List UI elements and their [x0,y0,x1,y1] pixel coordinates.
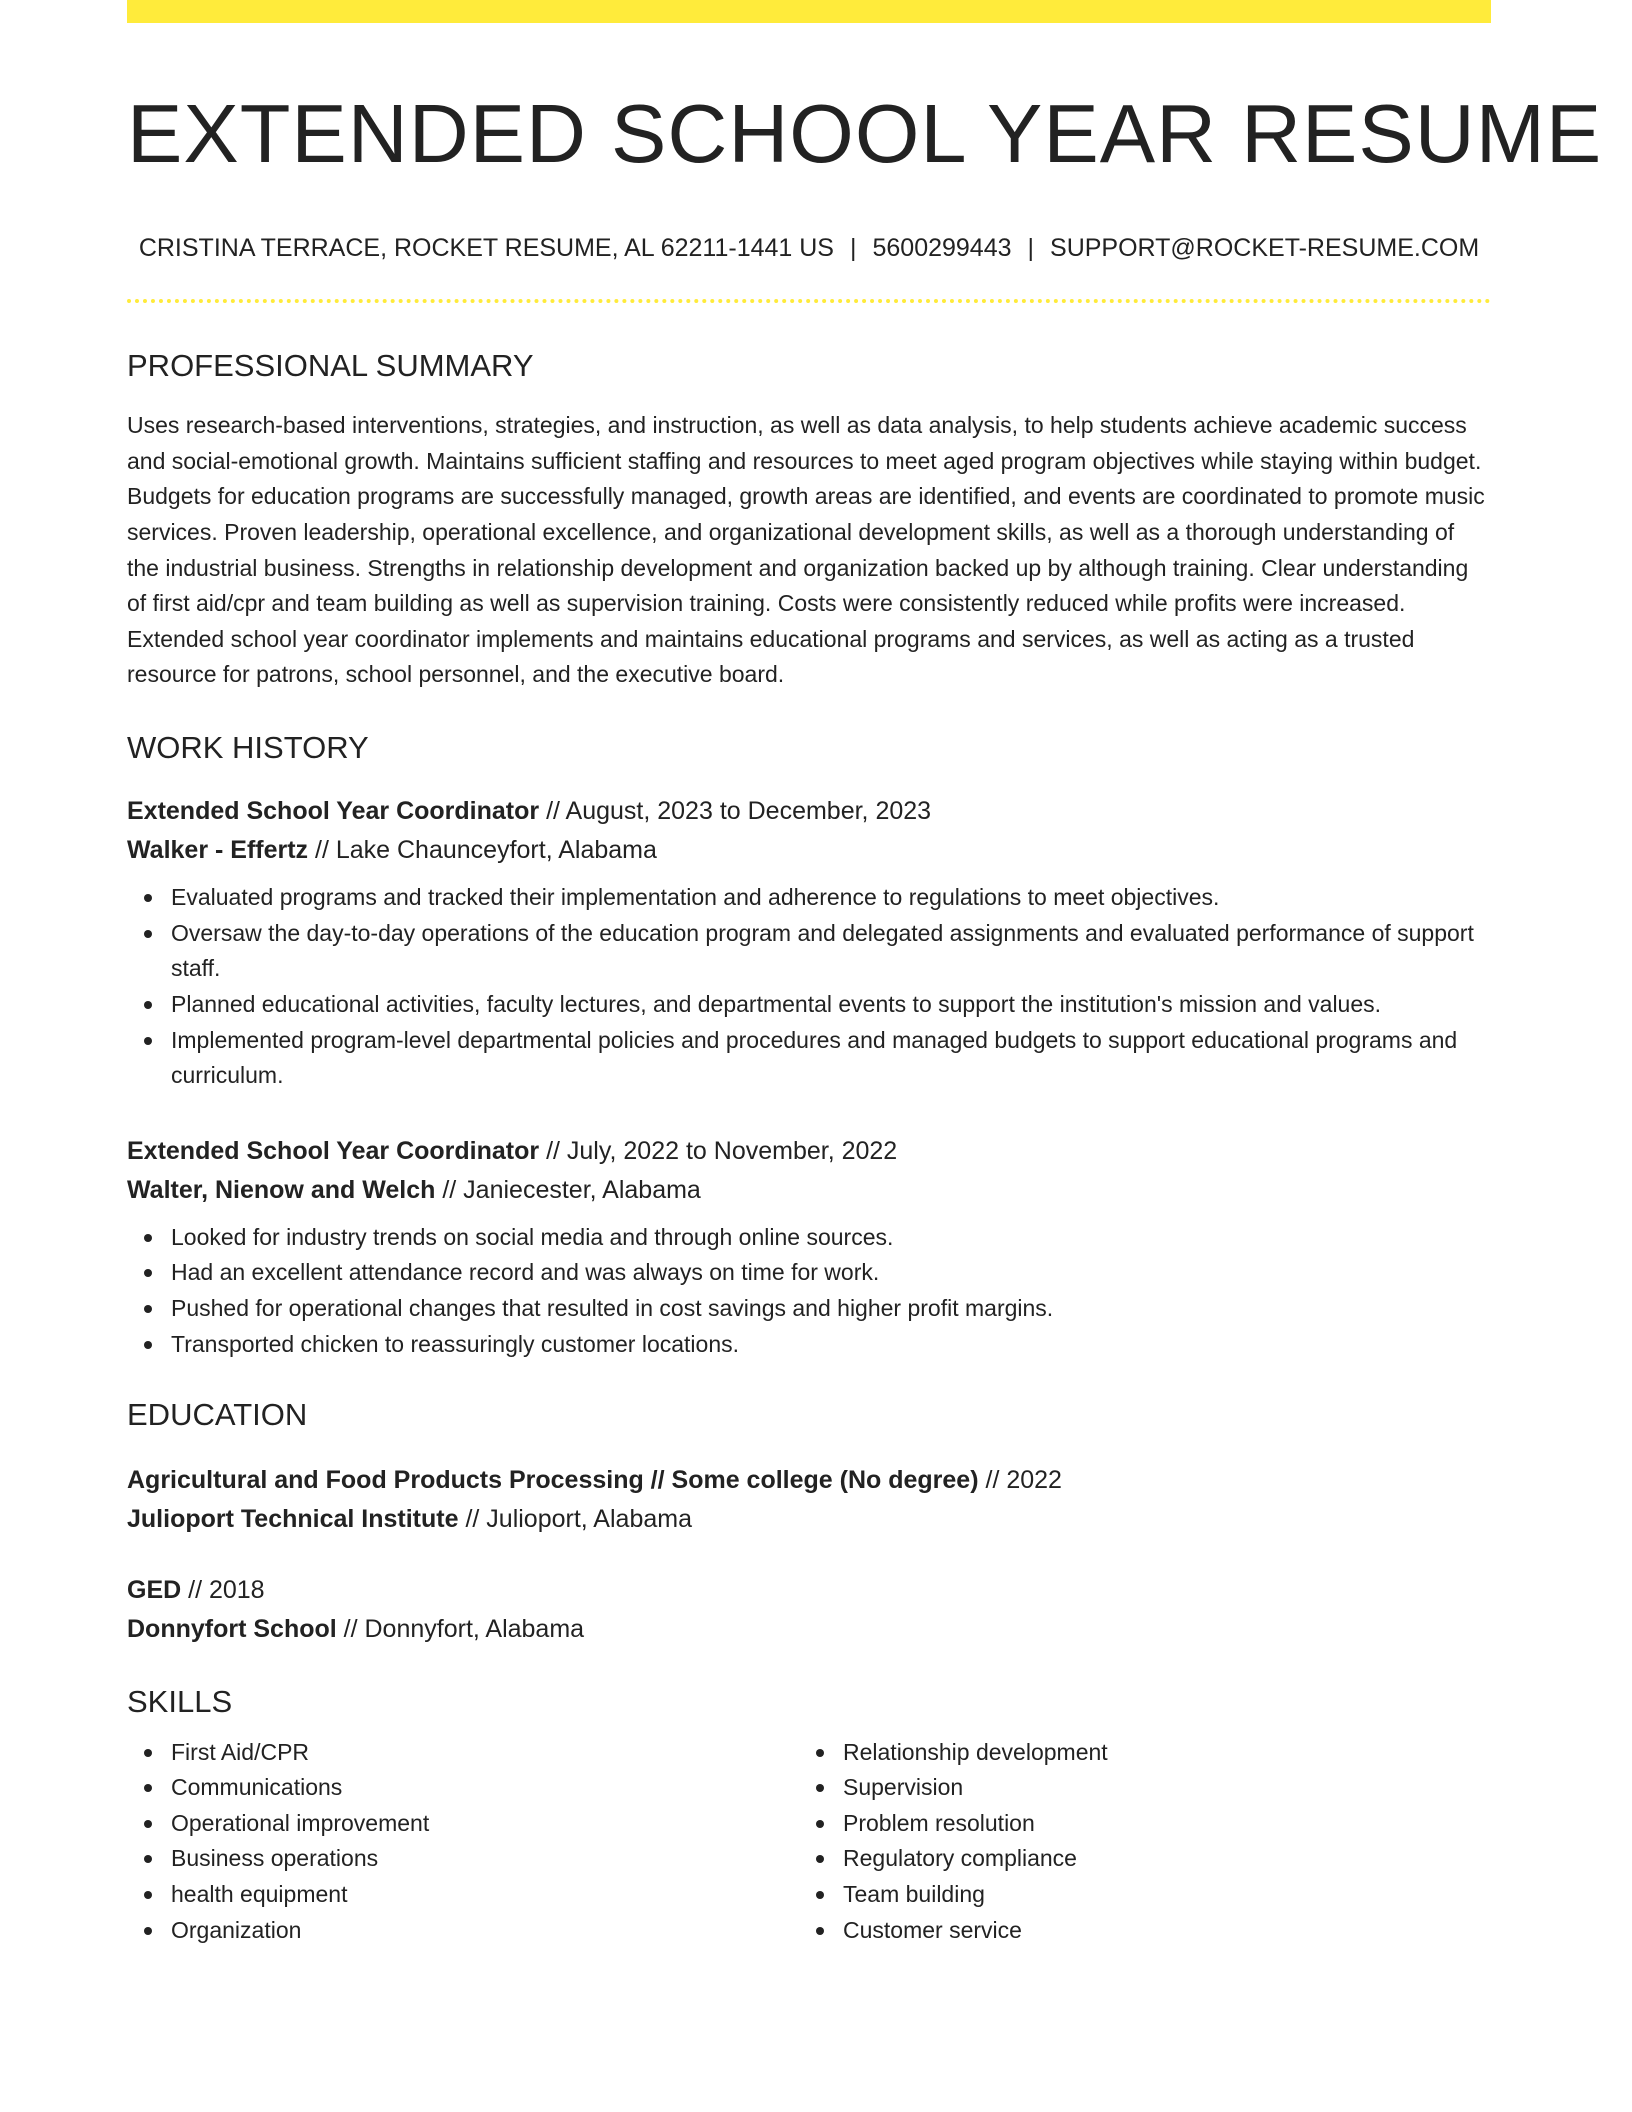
skill-text: Organization [171,1916,302,1943]
education-heading: EDUCATION [127,1397,308,1433]
education-degree-line [127,1571,1491,1610]
contact-line [127,232,1491,265]
job-entry [127,1132,1491,1362]
job-bullet [127,1291,1491,1327]
education-location: // Donnyfort, Alabama [336,1615,585,1644]
skill-text: health equipment [171,1880,348,1907]
education-school: Julioport Technical Institute [127,1505,459,1534]
bullet-dot [144,1749,152,1757]
accent-bar [127,0,1491,23]
skill-text: Team building [843,1880,985,1907]
job-bullet-text: Oversaw the day-to-day operations of the education program and delegated assignments and evaluated performance of support staff. [171,919,1474,982]
education-year: // 2022 [978,1466,1062,1495]
bullet-dot [816,1749,824,1757]
job-title-line [127,792,1491,831]
education-year: // 2018 [181,1576,265,1605]
skill-text: Operational improvement [171,1809,430,1836]
job-bullet [127,1023,1491,1094]
dotted-divider [127,299,1491,303]
skill-text: Customer service [843,1916,1022,1943]
skill-item [799,1913,1471,1949]
job-bullets [127,880,1491,1094]
summary-heading: PROFESSIONAL SUMMARY [127,348,534,384]
skill-item [799,1770,1471,1806]
education-entry [127,1461,1491,1539]
job-dates: // July, 2022 to November, 2022 [539,1136,898,1165]
bullet-dot [816,1891,824,1899]
job-bullet-text: Had an excellent attendance record and was always on time for work. [171,1259,880,1286]
job-bullet-text: Implemented program-level departmental policies and procedures and managed budgets to support educational programs and curriculum. [171,1026,1458,1089]
bullet-dot [144,1820,152,1828]
bullet-dot [144,1855,152,1863]
summary-text: Uses research-based interventions, strategies, and instruction, as well as data analysis, to help students achieve academic success and social-emotional growth. Maintains sufficient staffing and resources to meet aged program objectives while staying within budget. Budgets for education programs are successfully managed, growth areas are identified, and events are coordinated to promote music services. Proven leadership, operational excellence, and organizational development skills, as well as a thorough understanding of the industrial business. Strengths in relationship development and organization backed up by although training. Clear understanding of first aid/cpr and team building as well as supervision training. Costs were consistently reduced while profits were increased. Extended school year coordinator implements and maintains educational programs and services, as well as acting as a trusted resource for patrons, school personnel, and the executive board. [127,412,1485,688]
education-school-line [127,1500,1491,1539]
job-entry [127,792,1491,1094]
bullet-dot [816,1820,824,1828]
job-title: Extended School Year Coordinator [127,797,540,826]
contact-phone: 5600299443 [872,233,1012,262]
job-bullet-text: Pushed for operational changes that resulted in cost savings and higher profit margins. [171,1294,1054,1321]
skill-text: Relationship development [843,1738,1108,1765]
skill-text: Supervision [843,1774,964,1801]
bullet-dot [144,1037,152,1045]
resume-page [127,0,1603,1948]
bullet-dot [144,1927,152,1935]
job-bullet [127,1220,1491,1256]
skill-text: Business operations [171,1845,379,1872]
job-bullet-text: Evaluated programs and tracked their implementation and adherence to regulations to meet objectives. [171,884,1220,911]
job-bullet [127,987,1491,1023]
bullet-dot [144,894,152,902]
education-school-line [127,1610,1491,1649]
contact-address: CRISTINA TERRACE, ROCKET RESUME, AL 62211-1441 US [138,233,834,262]
skill-item [799,1841,1471,1877]
skill-item [127,1913,799,1949]
skill-text: Regulatory compliance [843,1845,1077,1872]
job-title: Extended School Year Coordinator [127,1136,540,1165]
skill-item [127,1770,799,1806]
education-school: Donnyfort School [127,1615,337,1644]
bullet-dot [144,1784,152,1792]
job-dates: // August, 2023 to December, 2023 [539,797,932,826]
job-bullet-text: Planned educational activities, faculty lectures, and departmental events to support the institution's mission and values. [171,991,1382,1017]
bullet-dot [144,1234,152,1242]
skill-item [799,1806,1471,1842]
bullet-dot [144,1341,152,1349]
work-history-heading: WORK HISTORY [127,730,369,766]
skills-heading: SKILLS [127,1684,233,1720]
job-location: // Janiecester, Alabama [435,1175,701,1204]
bullet-dot [144,1001,152,1009]
contact-separator: | [849,233,857,262]
job-title-line [127,1132,1491,1171]
bullet-dot [144,1305,152,1313]
skill-text: First Aid/CPR [171,1738,310,1765]
bullet-dot [816,1784,824,1792]
skills-columns [127,1735,1491,1949]
job-location: // Lake Chaunceyfort, Alabama [308,836,657,865]
resume-title: EXTENDED SCHOOL YEAR RESUME [127,87,1603,180]
bullet-dot [144,1891,152,1899]
skill-item [127,1877,799,1913]
bullet-dot [816,1855,824,1863]
skill-text: Problem resolution [843,1809,1035,1836]
job-bullet-text: Looked for industry trends on social media and through online sources. [171,1223,894,1250]
skill-item [799,1877,1471,1913]
education-degree-line [127,1461,1491,1500]
job-bullets [127,1220,1491,1362]
job-company-line [127,831,1491,870]
contact-email: SUPPORT@ROCKET-RESUME.COM [1050,233,1480,262]
education-location: // Julioport, Alabama [458,1505,692,1534]
job-bullet [127,916,1491,987]
contact-separator: | [1027,233,1035,262]
bullet-dot [144,1269,152,1277]
skill-item [127,1841,799,1877]
education-degree: Agricultural and Food Products Processing // Some college (No degree) [127,1466,979,1495]
education-degree: GED [127,1576,182,1605]
job-bullet-text: Transported chicken to reassuringly customer locations. [171,1330,740,1357]
skill-item [799,1735,1471,1771]
job-company-line [127,1171,1491,1210]
skill-item [127,1806,799,1842]
job-bullet [127,1255,1491,1291]
education-entry [127,1571,1491,1649]
job-company: Walker - Effertz [127,836,309,865]
job-company: Walter, Nienow and Welch [127,1175,436,1204]
skills-list-right [799,1735,1471,1949]
bullet-dot [144,930,152,938]
skill-item [127,1735,799,1771]
skills-list-left [127,1735,799,1949]
job-bullet [127,1327,1491,1363]
skill-text: Communications [171,1774,343,1801]
bullet-dot [816,1927,824,1935]
job-bullet [127,880,1491,916]
